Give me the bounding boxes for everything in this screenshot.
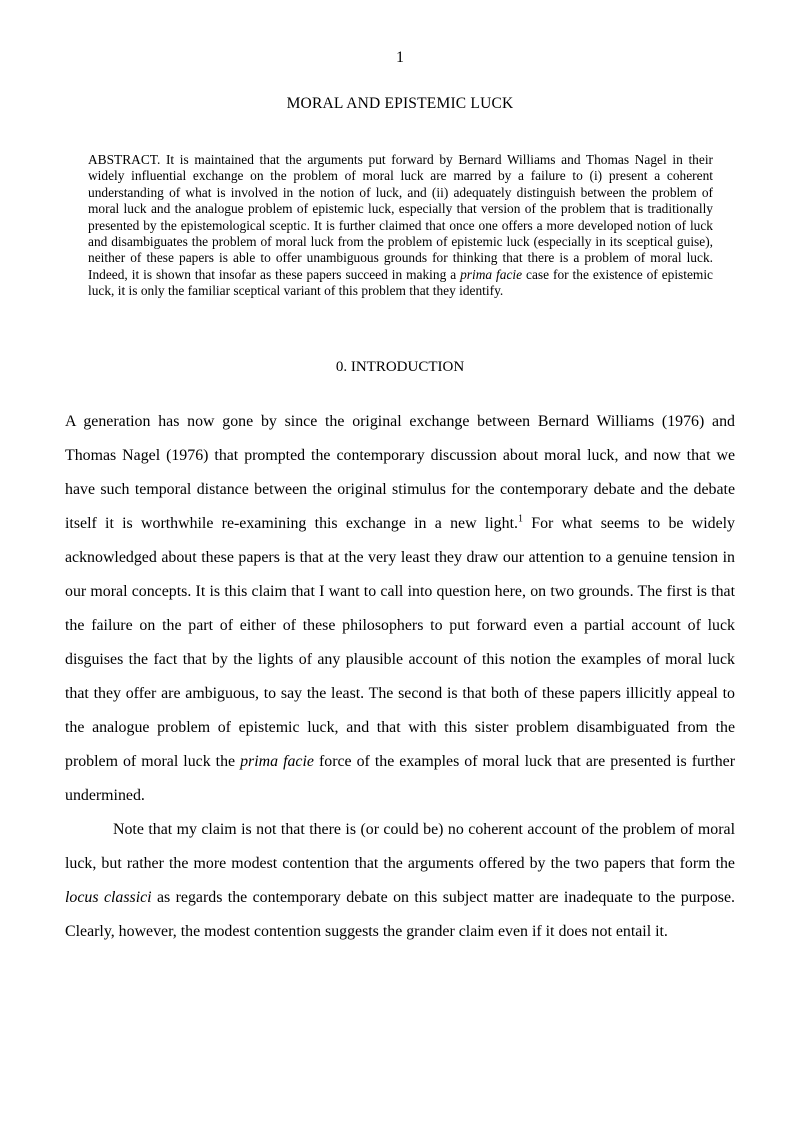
paragraph-1 (65, 405, 735, 813)
paragraph-2 (65, 813, 735, 949)
footnote-marker[interactable]: 1 (517, 513, 523, 525)
abstract-text-b: case for the existence of epistemic luck, it is only the familiar sceptical variant of this problem that they identify. (88, 266, 714, 299)
paragraph-2-text-a: Note that my claim is not that there is (or could be) no coherent account of the problem of moral luck, but rather the more modest contention that the arguments offered by the two papers that form the (65, 821, 735, 872)
page-number: 1 (396, 49, 404, 66)
paragraph-1-text-b: For what seems to be widely acknowledged about these papers is that at the very least they draw our attention to a genuine tension in our moral concepts. It is this claim that I want to call into question here, on two grounds. The first is that the failure on the part of either of these philosophers to put forward even a partial account of luck disguises the fact that by the lights of any plausible account of this notion the examples of moral luck that they offer are ambiguous, to say the least. The second is that both of these papers illicitly appeal to the analogue problem of epistemic luck, and that with this sister problem disambiguated from the problem of moral luck the (65, 515, 736, 770)
body-text (65, 405, 735, 949)
paragraph-1-text-c: force of the examples of moral luck that are presented is further undermined. (65, 753, 735, 804)
abstract-text-a: ABSTRACT. It is maintained that the arguments put forward by Bernard Williams and Thomas Nagel in their widely influential exchange on the problem of moral luck are marred by a failure to (i) present a coherent understanding of what is involved in the notion of luck, and (ii) adequately distinguish between the problem of moral luck and the analogue problem of epistemic luck, especially that version of the problem that is traditionally presented by the epistemological sceptic. It is further claimed that once one offers a more developed notion of luck and disambiguates the problem of moral luck from the problem of epistemic luck (especially in its sceptical guise), neither of these papers is able to offer unambiguous grounds for thinking that there is a problem of moral luck. Indeed, it is shown that insofar as these papers succeed in making a (88, 152, 713, 282)
paragraph-1-text-a: A generation has now gone by since the original exchange between Bernard Williams (1976) and Thomas Nagel (1976) that prompted the contemporary discussion about moral luck, and now that we have such temporal distance between the original stimulus for the contemporary debate and the debate itself it is worthwhile re-examining this exchange in a new light. (65, 413, 735, 532)
abstract (88, 152, 713, 300)
paragraph-2-text-b: as regards the contemporary debate on this subject matter are inadequate to the purpose. Clearly, however, the modest contention suggests the grander claim even if it does not entail it. (65, 889, 735, 940)
paper-title: MORAL AND EPISTEMIC LUCK (286, 95, 514, 112)
paragraph-1-italic-phrase: prima facie (240, 753, 314, 770)
paragraph-2-italic-phrase: locus classici (65, 889, 152, 906)
section-heading: 0. INTRODUCTION (335, 359, 465, 375)
abstract-italic-phrase: prima facie (460, 266, 523, 282)
